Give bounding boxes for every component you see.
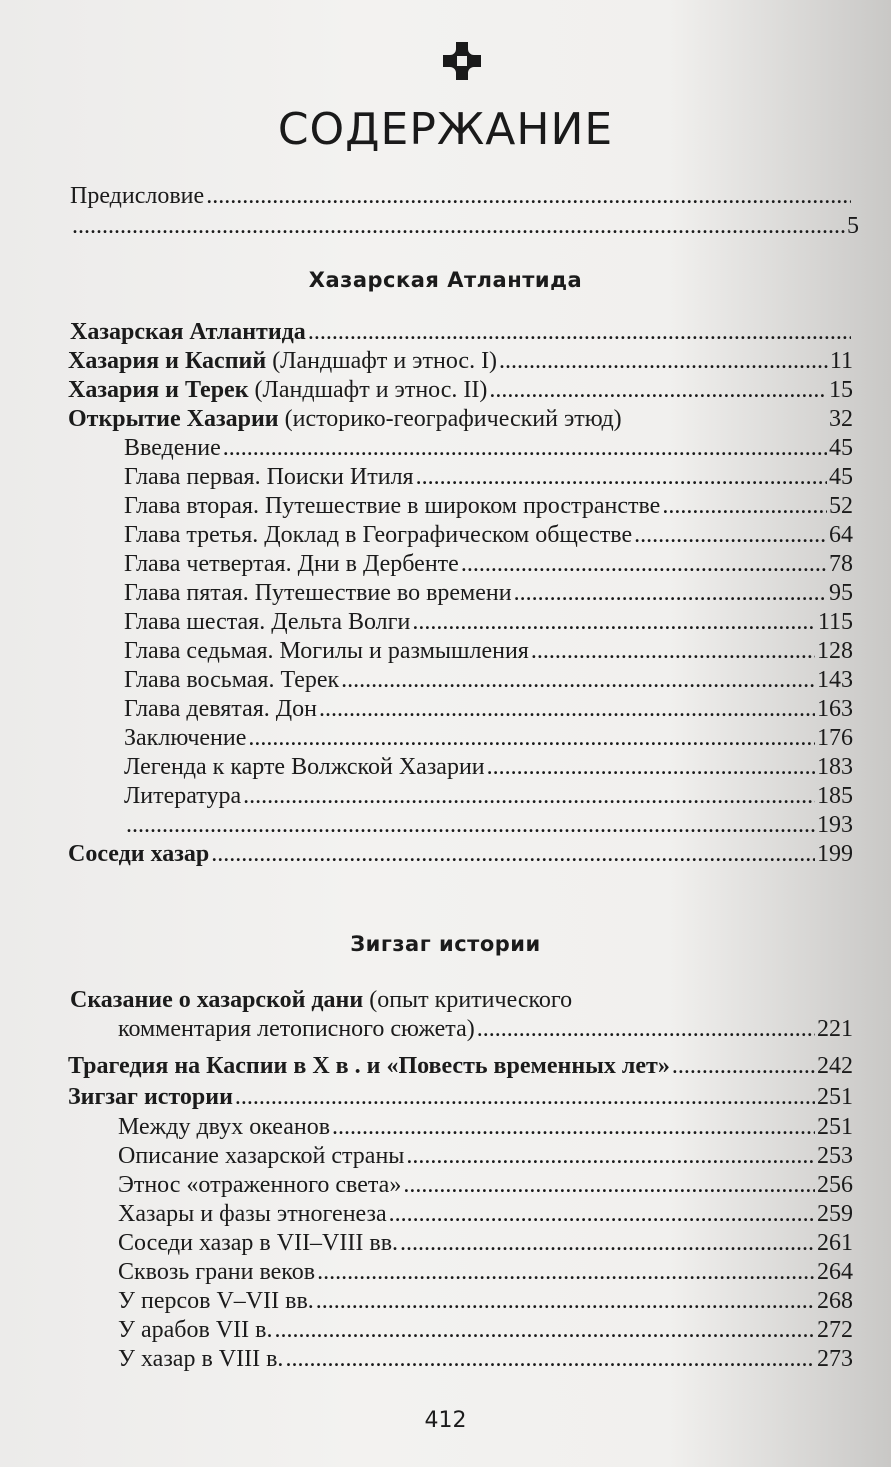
toc-chapter — [118, 1345, 853, 1373]
toc-chapter — [118, 1258, 853, 1286]
toc-page-number: 242 — [817, 1053, 853, 1079]
cross-ornament-icon — [441, 40, 483, 82]
toc-page-number: 261 — [817, 1230, 853, 1256]
toc-chapter-title: Введение — [124, 435, 221, 461]
toc-entry-title: Хазария и Каспий — [68, 348, 267, 374]
toc-chapter — [124, 637, 853, 665]
toc-entry — [68, 376, 853, 404]
toc-page-number: 5 — [847, 213, 859, 239]
toc-page-number: 272 — [817, 1317, 853, 1343]
toc-entry-subtitle: (Ландшафт и этнос. II) — [248, 377, 488, 403]
toc-page-number: 15 — [829, 377, 853, 403]
toc-page-number: 64 — [829, 522, 853, 548]
toc-chapter — [118, 1287, 853, 1315]
toc-entry-subtitle: (опыт критического — [363, 987, 573, 1013]
page-title: СОДЕРЖАНИЕ — [277, 104, 614, 155]
toc-page-number: 221 — [817, 1016, 853, 1042]
toc-chapter-title: Хазары и фазы этногенеза — [118, 1201, 387, 1227]
toc-chapter-title: Сквозь грани веков — [118, 1259, 316, 1285]
toc-chapter — [124, 782, 853, 810]
toc-page-number: 52 — [829, 493, 853, 519]
toc-entry-title: Предисловие — [70, 183, 205, 209]
toc-chapter — [124, 724, 853, 752]
toc-entry-subtitle: (историко-географический этюд) — [278, 406, 622, 432]
toc-entry-subtitle: комментария летописного сюжета) — [118, 1016, 475, 1042]
toc-chapter-title: Глава девятая. Дон — [124, 696, 317, 722]
toc-chapter-title: Соседи хазар в VII–VIII вв. — [118, 1230, 399, 1256]
toc-page-number: 32 — [829, 406, 853, 432]
toc-entry — [68, 1083, 853, 1111]
toc-chapter — [118, 1113, 853, 1141]
section-heading-1: Хазарская Атлантида — [308, 268, 583, 292]
toc-page-number: 45 — [829, 464, 853, 490]
toc-chapter — [124, 463, 853, 491]
toc-page-number: 128 — [817, 638, 853, 664]
toc-chapter-title: Между двух океанов — [118, 1114, 331, 1140]
toc-entry-title: Хазария и Терек — [68, 377, 249, 403]
toc-chapter — [124, 492, 853, 520]
toc-chapter-title: Глава первая. Поиски Итиля — [124, 464, 414, 490]
toc-chapter-title: Глава седьмая. Могилы и размышления — [124, 638, 529, 664]
toc-chapter — [118, 1142, 853, 1170]
toc-page-number: 193 — [817, 812, 853, 838]
toc-entry — [70, 986, 853, 1014]
toc-chapter-title: Глава четвертая. Дни в Дербенте — [124, 551, 459, 577]
toc-page-number: 185 — [817, 783, 853, 809]
toc-page-number: 176 — [817, 725, 853, 751]
toc-entry-title: Хазарская Атлантида — [70, 319, 306, 345]
toc-page-number: 115 — [817, 609, 853, 635]
toc-chapter-title: Глава пятая. Путешествие во времени — [124, 580, 512, 606]
toc-chapter-title: Заключение — [124, 725, 247, 751]
toc-page-number: 273 — [817, 1346, 853, 1372]
toc-entry-subtitle: (Ландшафт и этнос. I) — [266, 348, 498, 374]
toc-entry-title: Трагедия на Каспии в X в . и «Повесть временных лет» — [68, 1053, 670, 1079]
toc-chapter — [124, 753, 853, 781]
toc-chapter-title: Описание хазарской страны — [118, 1143, 405, 1169]
toc-chapter — [124, 579, 853, 607]
section-heading-2: Зигзаг истории — [350, 932, 541, 956]
toc-chapter — [124, 521, 853, 549]
toc-entry-title: Соседи хазар — [68, 841, 210, 867]
toc-chapter-title: У арабов VII в. — [118, 1317, 273, 1343]
toc-chapter — [124, 550, 853, 578]
toc-entry-title: Сказание о хазарской дани — [70, 987, 364, 1013]
toc-page-number: 78 — [829, 551, 853, 577]
toc-entry-continuation — [118, 1015, 853, 1043]
toc-entry — [68, 840, 853, 868]
toc-page-number: 256 — [817, 1172, 853, 1198]
toc-page-number: 11 — [829, 348, 853, 374]
toc-entry — [68, 347, 853, 375]
toc-page-number: 251 — [817, 1114, 853, 1140]
toc-chapter-title: Глава шестая. Дельта Волги — [124, 609, 411, 635]
toc-entry-title: Открытие Хазарии — [68, 406, 279, 432]
page-number: 412 — [424, 1408, 467, 1433]
toc-entry — [70, 318, 853, 346]
toc-page-number: 95 — [829, 580, 853, 606]
toc-page-number: 253 — [817, 1143, 853, 1169]
toc-chapter-title: Легенда к карте Волжской Хазарии — [124, 754, 485, 780]
toc-chapter — [118, 1171, 853, 1199]
toc-page-number: 259 — [817, 1201, 853, 1227]
toc-page-number: 45 — [829, 435, 853, 461]
toc-chapter — [118, 1200, 853, 1228]
toc-chapter-title: У персов V–VII вв. — [118, 1288, 314, 1314]
toc-page-line — [124, 811, 853, 839]
toc-page-number: 143 — [817, 667, 853, 693]
toc-page-number: 183 — [817, 754, 853, 780]
toc-chapter — [124, 695, 853, 723]
toc-chapter — [118, 1229, 853, 1257]
toc-chapter — [124, 434, 853, 462]
toc-entry — [68, 405, 853, 433]
toc-page-number: 199 — [817, 841, 853, 867]
toc-chapter — [124, 666, 853, 694]
toc-chapter-title: Глава восьмая. Терек — [124, 667, 340, 693]
toc-chapter-title: Глава вторая. Путешествие в широком пространстве — [124, 493, 661, 519]
toc-page-number: 268 — [817, 1288, 853, 1314]
toc-chapter — [124, 608, 853, 636]
toc-chapter-title: Этнос «отраженного света» — [118, 1172, 402, 1198]
toc-page-number: 264 — [817, 1259, 853, 1285]
toc-page-number: 251 — [817, 1084, 853, 1110]
toc-chapter-title: Литература — [124, 783, 242, 809]
toc-entry-preface — [70, 182, 853, 210]
toc-chapter-title: У хазар в VIII в. — [118, 1346, 284, 1372]
toc-page-number: 163 — [817, 696, 853, 722]
toc-entry-title: Зигзаг истории — [68, 1084, 233, 1110]
toc-entry-preface-page-line — [70, 212, 859, 240]
toc-chapter — [118, 1316, 853, 1344]
toc-entry — [68, 1052, 853, 1080]
toc-chapter-title: Глава третья. Доклад в Географическом обществе — [124, 522, 633, 548]
